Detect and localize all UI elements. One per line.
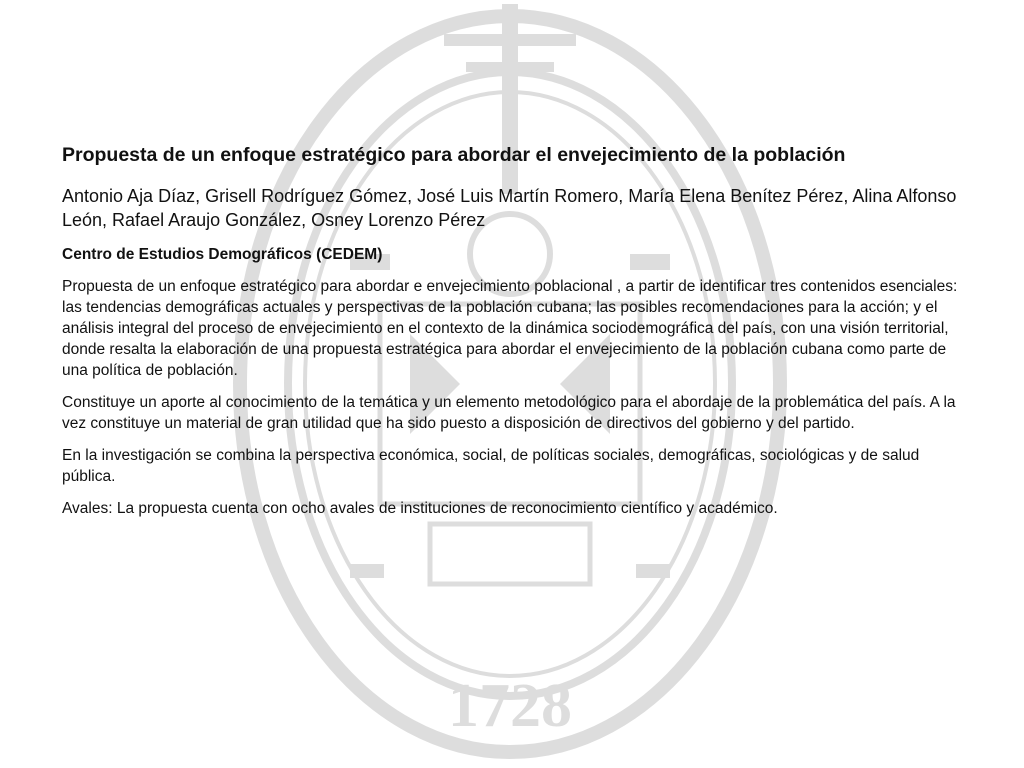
paragraph-summary: Propuesta de un enfoque estratégico para abordar e envejecimiento poblacional , a partir de identificar tres contenidos esenciales: las tendencias demográficas actuales y perspectivas de la población cubana; las posibles recomendaciones para la acción; y el análisis integral del proceso de envejecimiento en el contexto de la dinámica sociodemográfica del país, con una visión territorial, donde resalta la elaboración de una propuesta estratégica para abordar el envejecimiento de la población cubana como parte de una política de población. xyxy=(62,278,958,379)
paragraph-endorsements: Avales: La propuesta cuenta con ocho avales de instituciones de reconocimiento científico y académico. xyxy=(62,500,778,517)
document-title: Propuesta de un enfoque estratégico para abordar el envejecimiento de la población xyxy=(62,144,846,166)
seal-year: 1728 xyxy=(448,672,572,740)
institution-name: Centro de Estudios Demográficos (CEDEM) xyxy=(62,246,383,263)
paragraph-research-perspectives: En la investigación se combina la perspectiva económica, social, de políticas sociales, demográficas, sociológicas y de salud pública. xyxy=(62,447,920,485)
authors-line: Antonio Aja Díaz, Grisell Rodríguez Gómez, José Luis Martín Romero, María Elena Benítez Pérez, Alina Alfonso León, Rafael Araujo González, Osney Lorenzo Pérez xyxy=(62,186,957,230)
paragraph-contribution: Constituye un aporte al conocimiento de la temática y un elemento metodológico para el abordaje de la problemática del país. A la vez constituye un material de gran utilidad que ha sido puesto a disposición de directivos del gobierno y del partido. xyxy=(62,394,956,432)
document-body xyxy=(62,142,967,530)
